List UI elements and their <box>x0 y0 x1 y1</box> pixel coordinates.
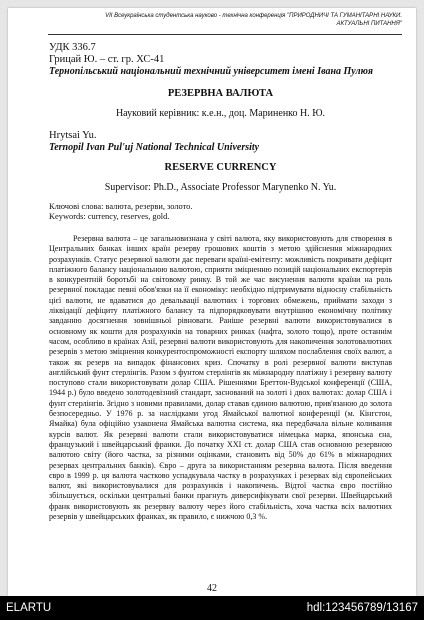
document-page <box>8 8 416 596</box>
page-number: 42 <box>207 583 217 594</box>
supervisor-en: Supervisor: Ph.D., Associate Professor Marynenko N. Yu. <box>104 182 337 193</box>
title-en: RESERVE CURRENCY <box>164 162 277 173</box>
affiliation-ua: Тернопільський національний технічний університет імені Івана Пулюя <box>49 66 374 77</box>
keywords-en: Keywords: currency, reserves, gold. <box>49 212 170 221</box>
conference-header <box>52 13 402 28</box>
conference-header-line2: АКТУАЛЬНІ ПИТАННЯ" <box>336 20 402 27</box>
header-divider <box>48 34 402 35</box>
viewer-footer <box>0 596 424 620</box>
title-ua: РЕЗЕРВНА ВАЛЮТА <box>167 88 274 99</box>
udk-code: УДК 336.7 <box>49 42 96 53</box>
supervisor-ua: Науковий керівник: к.е.н., доц. Мариненко Н. Ю. <box>115 108 326 119</box>
keywords-ua: Ключові слова: валюта, резерви, золото. <box>49 202 193 211</box>
author-en: Hrytsai Yu. <box>49 130 97 141</box>
body-paragraph: Резервна валюта – це загальновизнана у світі валюта, яку використовують для створення в Центральних банках інших країн резерву грошових коштів з метою здійснення міжнародних розрахунків. Статус резервної валюти дає переваги країні-емітенту: можливість покривати дефіцит платіжного балансу національною валютою, сприяти зміцненню позицій національних експортерів в конкурентній боротьбі на світовому ринку. В той же час висунення валюти країни на роль резервної покладає певні обов'язки на її економіку: необхідно підтримувати відносну стабільність цієї валюти, не вдаватися до девальвації валютних і торгових обмежень, приймати заходи з ліквідації дефіциту платіжного балансу та підпорядковувати внутрішню економічну політику завданню досягнення зовнішньої рівноваги. Раніше резервні валюти використовувалися в основному як кошти для розрахунків на товарних ринках (нафта, золото тощо), проте останнім часом, особливо в країнах Азії, резервні валюти використовують для накопичення золотовалютних резервів з метою зміцнення конкурентоспроможності експорту шляхом послаблення своїх валют, а також як резерв на випадок фінансових криз. Спочатку в ролі резервної валюти виступав англійський фунт стерлінгів. Разом з фунтом стерлінгів як міжнародну платіжну і резервну валюту поступово стали використовувати долар США. Рішеннями Бреттон-Вудської конференції (США, 1944 р.) було введено золотодевізний стандарт, заснований на золоті і двох валютах: долар США і фунт стерлінгів. Згідно з новими правилами, долар ставав єдиною валютою, прив'язаною до золота безпосередньо. У 1976 р. за наслідками угод Ямайської валютної конференції (м. Кінгстон, Ямайка) була офіційно узаконена Ямайська валютна система, яка передбачала вільне коливання курсів валют. Як резервні валюти стали використовуватися німецька марка, японська єна, французький і швейцарський франки. До початку XXI ст. долар США став основною резервною валютою світу (його частка, за різними оцінками, становить від 50% до 61% в міжнародних резервах центральних банків). Євро – друга за використанням резервна валюта. Після введення євро в 1999 р. ця валюта частково успадкувала частку в розрахунках і резервах від європейських валют, які використовувалися для розрахунків і накопичень. Відтої частка євро постійно збільшується, оскільки центральні банки прагнуть диверсифікувати свої резерви. Швейцарський франк використовують як резервну валюту через його стабільність, хоча частка всіх валютних резервів у швейцарських франках, як правило, є нижчою 0,3 %. <box>49 234 392 522</box>
footer-handle-link[interactable]: hdl:123456789/13167 <box>306 602 418 614</box>
affiliation-en: Ternopil Ivan Pul'uj National Technical University <box>49 142 260 153</box>
article-content <box>49 42 392 522</box>
footer-repository-label: ELARTU <box>6 602 52 614</box>
author-ua: Грицай Ю. – ст. гр. ХС-41 <box>49 54 165 65</box>
conference-header-line1: VII Всеукраїнська студентська науково - технічна конференція "ПРИРОДНИЧІ ТА ГУМАНІТАРНІ НАУКИ. <box>105 13 402 19</box>
